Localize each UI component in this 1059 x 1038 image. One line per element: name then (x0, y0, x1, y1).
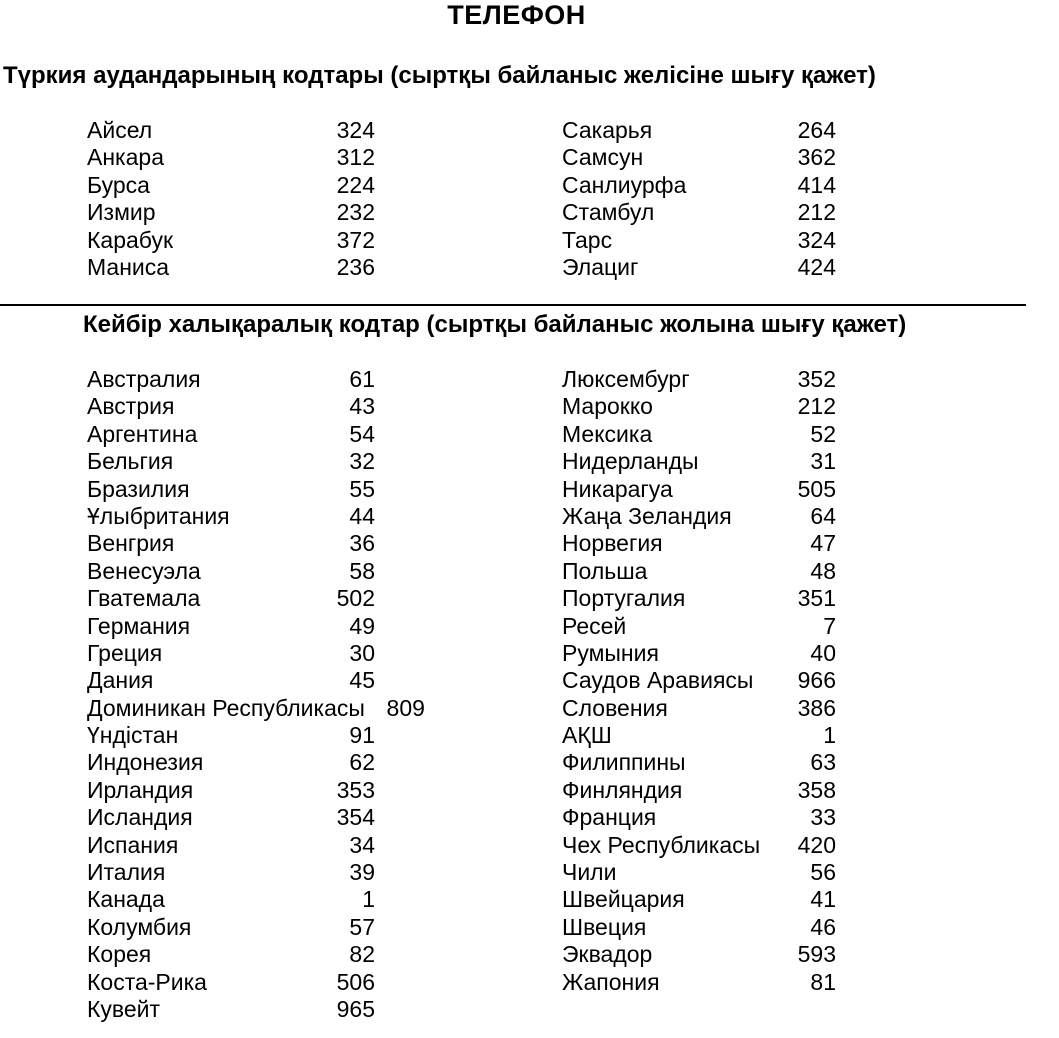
entry-name: Ирландия (87, 776, 194, 803)
entry-code: 91 (349, 722, 375, 749)
code-row (562, 722, 836, 749)
entry-name: Бельгия (87, 448, 174, 475)
entry-code: 236 (336, 253, 375, 280)
code-row (87, 199, 375, 226)
entry-code: 45 (349, 667, 375, 694)
entry-code: 30 (349, 639, 375, 666)
code-row (562, 585, 836, 612)
code-row (87, 530, 425, 557)
entry-code: 31 (810, 448, 836, 475)
section-divider (0, 304, 1026, 306)
code-row (562, 117, 836, 144)
entry-code: 1 (362, 886, 375, 913)
code-row (562, 777, 836, 804)
entry-name: Бразилия (87, 475, 190, 502)
code-row (562, 421, 836, 448)
entry-name: Измир (87, 199, 156, 226)
code-row (87, 227, 375, 254)
entry-name: Дания (87, 667, 154, 694)
entry-code: 354 (336, 804, 375, 831)
entry-code: 63 (810, 749, 836, 776)
code-row (562, 503, 836, 530)
entry-name: АҚШ (562, 722, 612, 749)
entry-name: Чили (562, 859, 617, 886)
entry-code: 39 (349, 859, 375, 886)
entry-name: Гватемала (87, 585, 201, 612)
entry-code: 352 (797, 366, 836, 392)
entry-code: 32 (349, 448, 375, 475)
entry-code: 49 (349, 612, 375, 639)
code-row (562, 832, 836, 859)
entry-code: 593 (797, 941, 836, 968)
entry-name: Жаңа Зеландия (562, 502, 732, 529)
entry-name: Тарс (562, 226, 613, 253)
entry-name: Карабук (87, 226, 174, 253)
code-row (87, 476, 425, 503)
code-row (562, 393, 836, 420)
entry-name: Венгрия (87, 530, 175, 557)
code-row (562, 530, 836, 557)
entry-name: Маниса (87, 253, 170, 280)
entry-code: 386 (797, 694, 836, 721)
code-row (87, 613, 425, 640)
code-row (562, 695, 836, 722)
entry-code: 324 (336, 117, 375, 143)
entry-code: 58 (349, 557, 375, 584)
code-row (562, 199, 836, 226)
code-row (562, 749, 836, 776)
code-row (87, 914, 425, 941)
code-row (87, 366, 425, 393)
entry-name: Айсел (87, 117, 153, 143)
code-row (562, 886, 836, 913)
entry-name: Корея (87, 941, 152, 968)
entry-code: 424 (797, 253, 836, 280)
code-row (87, 172, 375, 199)
code-row (562, 476, 836, 503)
entry-name: Италия (87, 859, 166, 886)
entry-code: 351 (797, 585, 836, 612)
entry-name: Никарагуа (562, 475, 673, 502)
entry-code: 414 (797, 171, 836, 198)
entry-name: Швеция (562, 913, 647, 940)
entry-code: 212 (797, 393, 836, 420)
section-international-heading: Кейбір халықаралық кодтар (сыртқы байланыс жолына шығу қажет) (83, 311, 907, 338)
entry-name: Словения (562, 694, 668, 721)
code-row (562, 172, 836, 199)
entry-code: 502 (336, 585, 375, 612)
entry-name: Швейцария (562, 886, 685, 913)
entry-name: Исландия (87, 804, 193, 831)
code-row (562, 804, 836, 831)
entry-name: Испания (87, 831, 179, 858)
entry-name: Элациг (562, 253, 639, 280)
entry-name: Саудов Аравиясы (562, 667, 754, 694)
entry-code: 362 (797, 144, 836, 171)
entry-code: 57 (349, 913, 375, 940)
code-row (562, 144, 836, 171)
entry-code: 212 (797, 199, 836, 226)
entry-code: 312 (336, 144, 375, 171)
code-row (87, 996, 425, 1023)
entry-code: 62 (349, 749, 375, 776)
entry-name: Колумбия (87, 913, 192, 940)
entry-name: Мексика (562, 420, 653, 447)
code-row (87, 117, 375, 144)
entry-name: Филиппины (562, 749, 686, 776)
code-row (562, 448, 836, 475)
turkey-codes-column-left (87, 117, 375, 281)
code-row (562, 914, 836, 941)
code-row (87, 722, 425, 749)
entry-name: Анкара (87, 144, 164, 171)
code-row (562, 667, 836, 694)
code-row (87, 749, 425, 776)
entry-name: Стамбул (562, 199, 655, 226)
entry-code: 1 (823, 722, 836, 749)
entry-name: Кувейт (87, 995, 161, 1022)
entry-code: 55 (349, 475, 375, 502)
code-row (87, 254, 375, 281)
code-row (87, 585, 425, 612)
entry-code: 44 (349, 502, 375, 529)
entry-code: 64 (810, 502, 836, 529)
page-title: ТЕЛЕФОН (447, 0, 586, 30)
entry-name: Люксембург (562, 366, 690, 392)
entry-code: 61 (349, 366, 375, 392)
entry-code: 966 (797, 667, 836, 694)
entry-name: Сакарья (562, 117, 653, 143)
code-row (87, 969, 425, 996)
entry-name: Австрия (87, 393, 175, 420)
entry-name: Коста-Рика (87, 968, 207, 995)
entry-name: Канада (87, 886, 165, 913)
code-row (87, 695, 425, 722)
code-row (87, 640, 425, 667)
entry-code: 52 (810, 420, 836, 447)
entry-name: Аргентина (87, 420, 198, 447)
entry-name: Германия (87, 612, 191, 639)
code-row (87, 558, 425, 585)
entry-code: 232 (336, 199, 375, 226)
code-row (562, 941, 836, 968)
code-row (562, 613, 836, 640)
entry-code: 36 (349, 530, 375, 557)
entry-code: 56 (810, 859, 836, 886)
code-row (562, 254, 836, 281)
entry-name: Греция (87, 639, 163, 666)
entry-code: 47 (810, 530, 836, 557)
entry-name: Португалия (562, 585, 686, 612)
entry-code: 48 (810, 557, 836, 584)
entry-name: Доминикан Республикасы (87, 694, 365, 721)
section-turkey-heading: Түркия аудандарының кодтары (сыртқы байланыс желісіне шығу қажет) (3, 62, 876, 89)
international-codes-column-left (87, 366, 425, 1023)
entry-code: 81 (810, 968, 836, 995)
entry-name: Ресей (562, 612, 627, 639)
code-row (87, 804, 425, 831)
entry-name: Чех Республикасы (562, 831, 761, 858)
entry-code: 506 (336, 968, 375, 995)
entry-name: Марокко (562, 393, 653, 420)
entry-name: Үндістан (87, 722, 179, 749)
entry-code: 34 (349, 831, 375, 858)
code-row (87, 144, 375, 171)
code-row (562, 640, 836, 667)
entry-name: Эквадор (562, 941, 653, 968)
code-row (87, 421, 425, 448)
entry-name: Жапония (562, 968, 660, 995)
entry-name: Венесуэла (87, 557, 201, 584)
entry-name: Польша (562, 557, 648, 584)
entry-name: Нидерланды (562, 448, 699, 475)
entry-code: 41 (810, 886, 836, 913)
entry-name: Финляндия (562, 776, 683, 803)
entry-code: 372 (336, 226, 375, 253)
entry-name: Самсун (562, 144, 644, 171)
entry-code: 505 (797, 475, 836, 502)
entry-code: 420 (797, 831, 836, 858)
international-codes-column-right (562, 366, 836, 996)
entry-name: Индонезия (87, 749, 204, 776)
code-row (87, 941, 425, 968)
entry-code: 324 (797, 226, 836, 253)
entry-name: Австралия (87, 366, 201, 392)
entry-code: 264 (797, 117, 836, 143)
entry-name: Ұлыбритания (87, 502, 230, 529)
code-row (87, 859, 425, 886)
entry-code: 353 (336, 776, 375, 803)
entry-name: Норвегия (562, 530, 663, 557)
entry-code: 358 (797, 776, 836, 803)
entry-code: 809 (386, 694, 425, 721)
entry-code: 82 (349, 941, 375, 968)
code-row (87, 886, 425, 913)
entry-code: 7 (823, 612, 836, 639)
entry-code: 224 (336, 171, 375, 198)
entry-code: 46 (810, 913, 836, 940)
code-row (562, 969, 836, 996)
entry-code: 43 (349, 393, 375, 420)
code-row (87, 503, 425, 530)
entry-name: Бурса (87, 171, 150, 198)
entry-code: 33 (810, 804, 836, 831)
code-row (562, 227, 836, 254)
code-row (87, 448, 425, 475)
entry-code: 965 (336, 995, 375, 1022)
code-row (87, 777, 425, 804)
entry-name: Франция (562, 804, 657, 831)
entry-name: Санлиурфа (562, 171, 687, 198)
entry-code: 40 (810, 639, 836, 666)
code-row (87, 832, 425, 859)
entry-code: 54 (349, 420, 375, 447)
code-row (87, 393, 425, 420)
turkey-codes-column-right (562, 117, 836, 281)
code-row (87, 667, 425, 694)
code-row (562, 366, 836, 393)
code-row (562, 558, 836, 585)
code-row (562, 859, 836, 886)
entry-name: Румыния (562, 639, 659, 666)
